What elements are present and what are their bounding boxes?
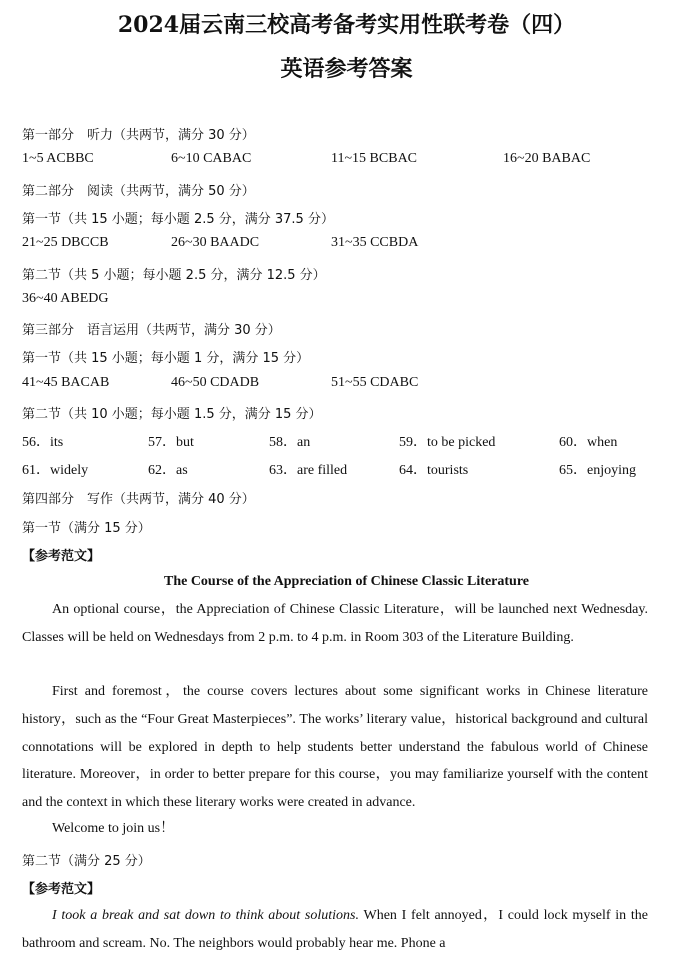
part4-section2-heading: 第二节（满分 25 分） — [22, 854, 151, 869]
essay-title: The Course of the Appreciation of Chinese Classic Literature — [163, 574, 529, 589]
fill-answer: 63．are filled — [269, 463, 348, 478]
answer-group: 21~25 DBCCB — [22, 235, 109, 250]
answer-group: 46~50 CDADB — [171, 375, 260, 390]
page-subtitle: 英语参考答案 — [280, 56, 413, 82]
part2-section1-heading: 第一节（共 15 小题；每小题 2.5 分，满分 37.5 分） — [22, 212, 334, 227]
answer-group: 6~10 CABAC — [171, 151, 252, 166]
part2-heading: 第二部分 阅读（共两节，满分 50 分） — [22, 184, 255, 199]
part3-heading: 第三部分 语言运用（共两节，满分 30 分） — [22, 323, 281, 338]
answer-group: 26~30 BAADC — [171, 235, 260, 250]
essay-paragraph: Welcome to join us！ — [52, 821, 175, 836]
fill-answer: 62．as — [148, 463, 188, 478]
fill-answer: 60．when — [559, 435, 618, 450]
answer-group: 36~40 ABEDG — [22, 291, 109, 306]
part4-section1-heading: 第一节（满分 15 分） — [22, 521, 151, 536]
part3-section1-heading: 第一节（共 15 小题；每小题 1 分，满分 15 分） — [22, 351, 310, 366]
fill-answer: 64．tourists — [399, 463, 469, 478]
fill-answer: 56．its — [22, 435, 64, 450]
answer-group: 11~15 BCBAC — [331, 151, 418, 166]
part4-heading: 第四部分 写作（共两节，满分 40 分） — [22, 492, 255, 507]
fill-answer: 57．but — [148, 435, 194, 450]
fill-answer: 59．to be picked — [399, 435, 496, 450]
part1-heading: 第一部分 听力（共两节，满分 30 分） — [22, 128, 255, 143]
essay-italic-opening: I took a break and sat down to think about solutions. — [52, 908, 360, 923]
fill-answer: 65．enjoying — [559, 463, 636, 478]
answer-group: 16~20 BABAC — [503, 151, 591, 166]
answer-group: 1~5 ACBBC — [22, 151, 94, 166]
sample-essay-label: 【参考范文】 — [22, 549, 101, 564]
essay-continuation: When I felt annoyed，I could lock myself in the bathroom and scream. No. The neighbors would probably hear me. Phone a — [22, 908, 649, 951]
part2-section2-heading: 第二节（共 5 小题；每小题 2.5 分，满分 12.5 分） — [22, 268, 326, 283]
fill-answer: 61．widely — [22, 463, 89, 478]
answer-group: 51~55 CDABC — [331, 375, 419, 390]
answer-group: 31~35 CCBDA — [331, 235, 419, 250]
fill-answer: 58．an — [269, 435, 311, 450]
part3-section2-heading: 第二节（共 10 小题；每小题 1.5 分，满分 15 分） — [22, 407, 322, 422]
essay-paragraph: First and foremost，the course covers lectures about some significant works in Chinese literature history，such as the “Four Great Masterpieces”. The works’ literary value，historical background and cultural connotations will be explored in depth to help students better understand the fabulous world of Chinese literature. Moreover，in order to better prepare for this course，you may familiarize yourself with the content and the context in which these literary works were created in advance. — [22, 684, 648, 811]
essay-paragraph: An optional course，the Appreciation of Chinese Classic Literature，will be launched next Wednesday. Classes will be held on Wednesdays from 2 p.m. to 4 p.m. in Room 303 of the Literature Building. — [22, 602, 648, 645]
essay-paragraph — [22, 902, 648, 958]
sample-essay-label: 【参考范文】 — [22, 882, 101, 897]
page-title: 2024届云南三校高考备考实用性联考卷（四） — [117, 12, 576, 38]
answer-group: 41~45 BACAB — [22, 375, 110, 390]
